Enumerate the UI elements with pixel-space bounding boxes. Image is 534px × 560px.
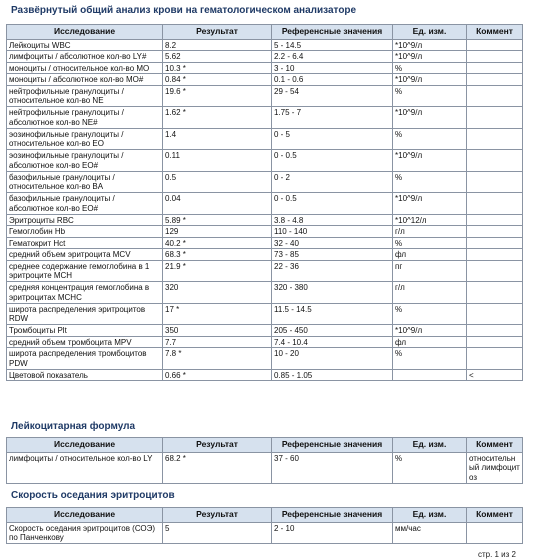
test-ref: 22 - 36	[272, 260, 393, 282]
test-name: нейтрофильные гранулоциты / относительное кол-во NE	[7, 85, 163, 107]
test-unit: пг	[393, 260, 467, 282]
table-row	[7, 150, 523, 172]
test-name: эозинофильные гранулоциты / относительное кол-во EO	[7, 128, 163, 150]
test-unit: фл	[393, 249, 467, 261]
header-ref: Референсные значения	[272, 25, 393, 40]
table-row	[7, 51, 523, 63]
test-name: широта распределения эритроцитов RDW	[7, 303, 163, 325]
test-ref: 0.1 - 0.6	[272, 74, 393, 86]
table-row	[7, 348, 523, 370]
test-ref: 2 - 10	[272, 522, 393, 544]
test-unit: %	[393, 62, 467, 74]
test-unit: %	[393, 128, 467, 150]
test-ref: 7.4 - 10.4	[272, 336, 393, 348]
table-header-row	[7, 508, 523, 523]
test-unit: *10^9/л	[393, 107, 467, 129]
table-row	[7, 325, 523, 337]
test-result: 40.2 *	[163, 237, 272, 249]
header-unit: Ед. изм.	[393, 438, 467, 453]
test-comment: <	[467, 369, 523, 381]
test-result: 19.6 *	[163, 85, 272, 107]
header-result: Результат	[163, 25, 272, 40]
test-unit: %	[393, 348, 467, 370]
test-unit: %	[393, 85, 467, 107]
test-name: средний объем эритроцита MCV	[7, 249, 163, 261]
test-result: 68.2 *	[163, 452, 272, 483]
test-ref: 5 - 14.5	[272, 39, 393, 51]
test-ref: 110 - 140	[272, 226, 393, 238]
table-row	[7, 237, 523, 249]
test-comment	[467, 107, 523, 129]
test-result: 10.3 *	[163, 62, 272, 74]
table-row	[7, 193, 523, 215]
test-ref: 3.8 - 4.8	[272, 214, 393, 226]
header-comment: Коммент	[467, 438, 523, 453]
section-title-cbc: Развёрнутый общий анализ крови на гематологическом анализаторе	[11, 5, 357, 16]
test-result: 5.89 *	[163, 214, 272, 226]
test-result: 7.8 *	[163, 348, 272, 370]
test-name: широта распределения тромбоцитов PDW	[7, 348, 163, 370]
section-title-esr: Скорость оседания эритроцитов	[11, 490, 175, 501]
test-comment	[467, 249, 523, 261]
test-result: 5	[163, 522, 272, 544]
test-ref: 1.75 - 7	[272, 107, 393, 129]
header-test: Исследование	[7, 438, 163, 453]
test-name: лимфоциты / относительное кол-во LY	[7, 452, 163, 483]
table-row	[7, 303, 523, 325]
test-comment	[467, 85, 523, 107]
header-unit: Ед. изм.	[393, 508, 467, 523]
test-result: 21.9 *	[163, 260, 272, 282]
test-ref: 0 - 0.5	[272, 193, 393, 215]
test-name: моноциты / абсолютное кол-во MO#	[7, 74, 163, 86]
test-name: Гематокрит Hct	[7, 237, 163, 249]
test-comment	[467, 150, 523, 172]
table-cbc	[6, 24, 523, 381]
table-header-row	[7, 438, 523, 453]
test-unit: %	[393, 237, 467, 249]
table-row	[7, 260, 523, 282]
header-comment: Коммент	[467, 25, 523, 40]
test-result: 320	[163, 282, 272, 304]
table-row	[7, 62, 523, 74]
test-name: нейтрофильные гранулоциты / абсолютное кол-во NE#	[7, 107, 163, 129]
test-name: среднее содержание гемоглобина в 1 эритроците MCH	[7, 260, 163, 282]
test-name: моноциты / относительное кол-во MO	[7, 62, 163, 74]
test-ref: 0.85 - 1.05	[272, 369, 393, 381]
test-result: 5.62	[163, 51, 272, 63]
test-name: средняя концентрация гемоглобина в эритроцитах MCHC	[7, 282, 163, 304]
test-ref: 73 - 85	[272, 249, 393, 261]
test-result: 7.7	[163, 336, 272, 348]
test-ref: 37 - 60	[272, 452, 393, 483]
test-comment	[467, 214, 523, 226]
test-result: 350	[163, 325, 272, 337]
test-comment	[467, 128, 523, 150]
test-ref: 10 - 20	[272, 348, 393, 370]
test-comment	[467, 325, 523, 337]
test-ref: 0 - 0.5	[272, 150, 393, 172]
test-unit: *10^9/л	[393, 150, 467, 172]
table-leukocyte-formula	[6, 437, 523, 484]
test-result: 1.4	[163, 128, 272, 150]
test-unit: %	[393, 303, 467, 325]
test-unit: *10^9/л	[393, 74, 467, 86]
test-ref: 29 - 54	[272, 85, 393, 107]
table-row	[7, 249, 523, 261]
test-comment	[467, 260, 523, 282]
test-ref: 0 - 5	[272, 128, 393, 150]
table-row	[7, 85, 523, 107]
test-name: базофильные гранулоциты / абсолютное кол-во EO#	[7, 193, 163, 215]
test-ref: 32 - 40	[272, 237, 393, 249]
test-unit: фл	[393, 336, 467, 348]
test-name: Эритроциты RBC	[7, 214, 163, 226]
test-unit: г/л	[393, 226, 467, 238]
header-comment: Коммент	[467, 508, 523, 523]
test-result: 0.66 *	[163, 369, 272, 381]
test-result: 68.3 *	[163, 249, 272, 261]
test-result: 0.11	[163, 150, 272, 172]
test-unit: *10^9/л	[393, 325, 467, 337]
test-name: базофильные гранулоциты / относительное кол-во BA	[7, 171, 163, 193]
table-row	[7, 522, 523, 544]
table-row	[7, 282, 523, 304]
test-ref: 205 - 450	[272, 325, 393, 337]
test-name: Лейкоциты WBC	[7, 39, 163, 51]
test-unit: *10^9/л	[393, 51, 467, 63]
test-unit: %	[393, 452, 467, 483]
test-name: эозинофильные гранулоциты / абсолютное кол-во EO#	[7, 150, 163, 172]
test-ref: 320 - 380	[272, 282, 393, 304]
header-test: Исследование	[7, 508, 163, 523]
test-comment	[467, 62, 523, 74]
test-ref: 3 - 10	[272, 62, 393, 74]
test-result: 8.2	[163, 39, 272, 51]
test-comment	[467, 282, 523, 304]
table-esr	[6, 507, 523, 544]
test-name: средний объем тромбоцита MPV	[7, 336, 163, 348]
header-ref: Референсные значения	[272, 508, 393, 523]
header-result: Результат	[163, 438, 272, 453]
test-result: 0.5	[163, 171, 272, 193]
test-unit: *10^9/л	[393, 193, 467, 215]
test-name: Тромбоциты Plt	[7, 325, 163, 337]
header-ref: Референсные значения	[272, 438, 393, 453]
test-comment	[467, 39, 523, 51]
header-unit: Ед. изм.	[393, 25, 467, 40]
page-number: стр. 1 из 2	[477, 550, 516, 559]
test-result: 0.04	[163, 193, 272, 215]
test-comment	[467, 237, 523, 249]
test-result: 17 *	[163, 303, 272, 325]
test-name: Гемоглобин Hb	[7, 226, 163, 238]
test-ref: 0 - 2	[272, 171, 393, 193]
table-row	[7, 452, 523, 483]
table-row	[7, 369, 523, 381]
test-unit: %	[393, 171, 467, 193]
table-row	[7, 107, 523, 129]
header-result: Результат	[163, 508, 272, 523]
table-header-row	[7, 25, 523, 40]
header-test: Исследование	[7, 25, 163, 40]
test-comment	[467, 522, 523, 544]
test-comment	[467, 336, 523, 348]
test-result: 0.84 *	[163, 74, 272, 86]
section-title-leukocyte-formula: Лейкоцитарная формула	[11, 421, 136, 432]
test-comment	[467, 171, 523, 193]
test-comment	[467, 303, 523, 325]
test-comment	[467, 348, 523, 370]
test-comment	[467, 193, 523, 215]
test-comment: относительный лимфоцитоз	[467, 452, 523, 483]
table-row	[7, 214, 523, 226]
table-row	[7, 171, 523, 193]
table-row	[7, 74, 523, 86]
table-row	[7, 336, 523, 348]
table-row	[7, 226, 523, 238]
test-unit: мм/час	[393, 522, 467, 544]
test-ref: 2.2 - 6.4	[272, 51, 393, 63]
test-comment	[467, 226, 523, 238]
test-ref: 11.5 - 14.5	[272, 303, 393, 325]
test-comment	[467, 51, 523, 63]
test-result: 129	[163, 226, 272, 238]
test-unit: г/л	[393, 282, 467, 304]
test-unit	[393, 369, 467, 381]
table-row	[7, 128, 523, 150]
test-result: 1.62 *	[163, 107, 272, 129]
test-name: Скорость оседания эритроцитов (СОЭ) по Панченкову	[7, 522, 163, 544]
test-unit: *10^9/л	[393, 39, 467, 51]
test-name: Цветовой показатель	[7, 369, 163, 381]
test-name: лимфоциты / абсолютное кол-во LY#	[7, 51, 163, 63]
test-unit: *10^12/л	[393, 214, 467, 226]
test-comment	[467, 74, 523, 86]
table-row	[7, 39, 523, 51]
